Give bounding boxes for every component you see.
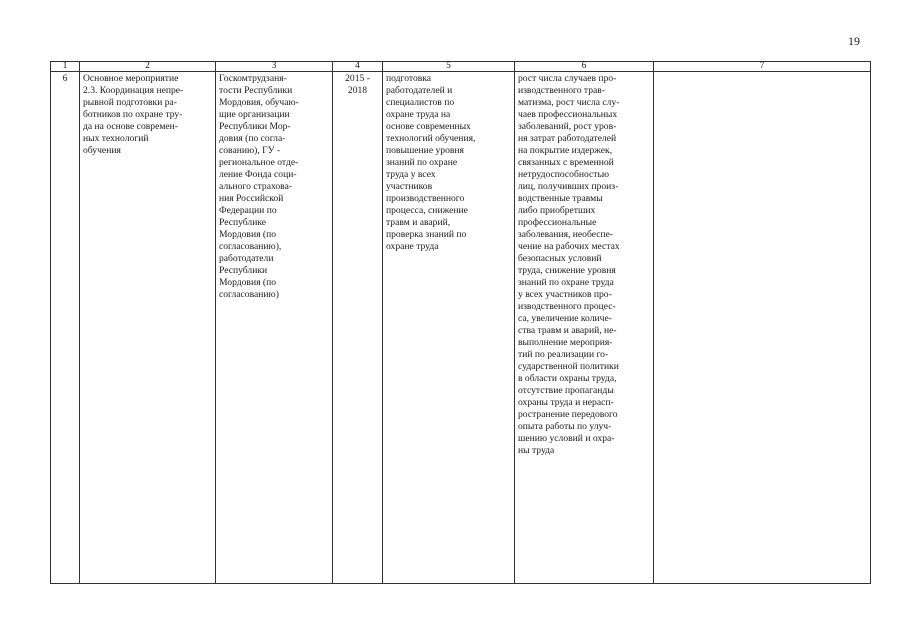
consequences-cell: [515, 72, 654, 584]
column-header-3: 3: [216, 62, 333, 72]
notes-cell: [654, 72, 871, 584]
column-header-5: 5: [383, 62, 515, 72]
header-row: [51, 62, 871, 72]
column-header-4: 4: [333, 62, 383, 72]
notes-text: [657, 72, 867, 73]
program-table: [50, 61, 871, 584]
result-text: подготовка работодателей и специалистов по охране труда на основе современных технологий обучения, повышение уровня знаний по охране труда у всех участников производственного процесса, снижение травм и аварий, проверка знаний по охране труда: [386, 73, 476, 252]
column-header-1: 1: [51, 62, 80, 72]
event-cell: [80, 72, 216, 584]
column-header-6: 6: [515, 62, 654, 72]
executors-cell: [216, 72, 333, 584]
executors-text: Госкомтрудзаня- тости Республики Мордовия, обучаю- щие организации Республики Мор- довия (по согла- сованию), ГУ - региональное отде- ление Фонда соци- ального страхова- ния Российской Федерации по Республике Мордовия (по согласованию), работодатели Республики Мордовия (по согласованию): [219, 73, 299, 300]
row-number: 6: [62, 73, 68, 84]
page-number: 19: [848, 34, 860, 48]
table-row: [51, 72, 871, 584]
column-header-7: 7: [654, 62, 871, 72]
column-header-2: 2: [80, 62, 216, 72]
result-cell: [383, 72, 515, 584]
period-text: 2015 - 2018: [345, 73, 370, 96]
event-text: Основное мероприятие 2.3. Координация непре- рывной подготовки ра- ботников по охране тру- да на основе современ- ных технологий обучения: [83, 73, 184, 156]
period-cell: [333, 72, 383, 584]
consequences-text: рост числа случаев про- изводственного трав- матизма, рост числа слу- чаев профессиональных заболеваний, рост уров- ня затрат работодателей на покрытие издержек, связанных с временной нетрудоспособностью лиц, получивших произ- водственные травмы либо приобретших профессиональные заболевания, необеспе- чение на рабочих местах безопасных условий труда, снижение уровня знаний по охране труда у всех участников про- изводственного процес- са, увеличение количе- ства травм и аварий, не- выполнение мероприя- тий по реализации го- сударственной политики в области охраны труда, отсутствие пропаганды охраны труда и нерасп- ространение передового опыта работы по улуч- шению условий и охра- ны труда: [518, 73, 620, 456]
row-number-cell: [51, 72, 80, 584]
